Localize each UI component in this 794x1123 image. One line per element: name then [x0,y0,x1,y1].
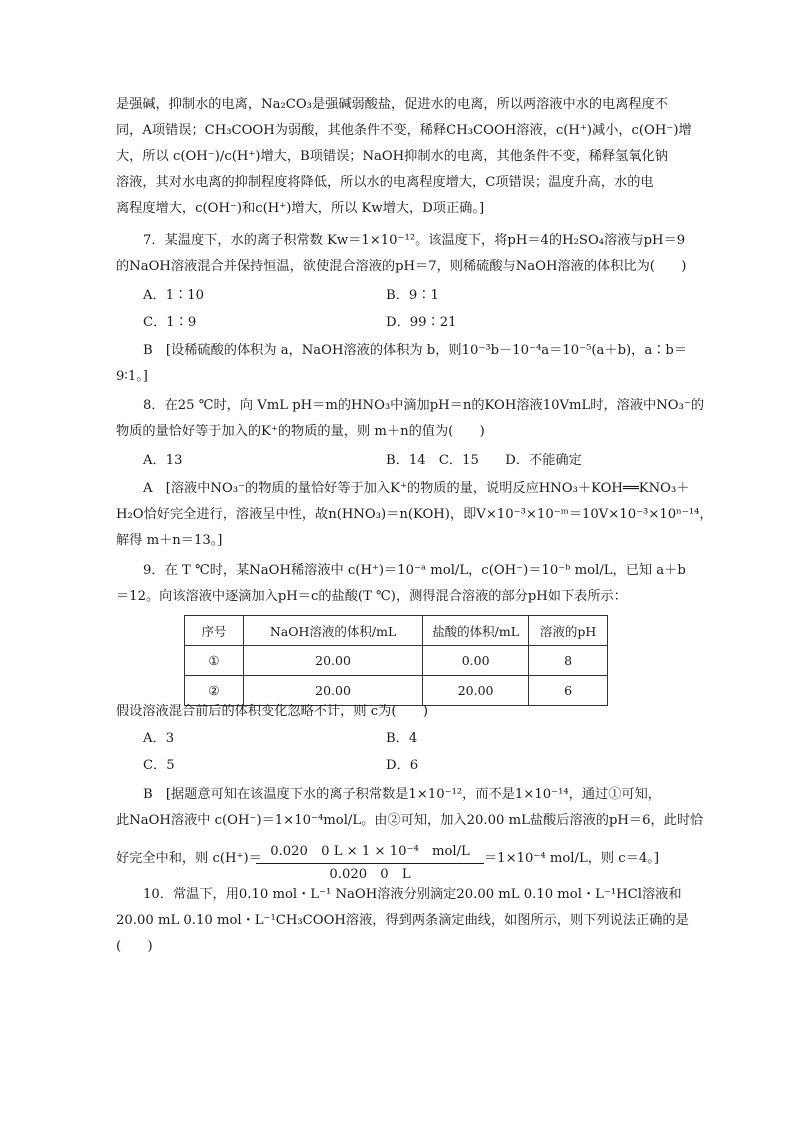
q8-option-a: A．13 [143,453,183,468]
question-10-stem: 20.00 mL 0.10 mol・L⁻¹CH₃COOH溶液，得到两条滴定曲线，如图所示，则下列说法正确的是 [116,913,689,928]
q8-answer: A [溶液中NO₃⁻的物质的量恰好等于加入K⁺的物质的量，说明反应HNO₃＋KOH══KNO₃＋ [143,481,690,496]
q9-answer: ＝1×10⁻⁴ mol/L，则 c＝4。] [484,851,659,866]
text-line: 大，所以 c(OH⁻)/c(H⁺)增大，B项错误；NaOH抑制水的电离，其他条件不变，稀释氢氧化钠 [116,149,668,164]
q7-option-d: D．99∶21 [386,315,457,330]
q8-option-bcd: B．14 C．15 D．不能确定 [386,453,582,468]
text-line: 溶液，其对水电离的抑制程度将降低，所以水的电离程度增大，C项错误；温度升高，水的电 [116,175,654,190]
question-7-stem: 7．某温度下，水的离子积常数 Kw＝1×10⁻¹²。该温度下，将pH＝4的H₂SO₄溶液与pH＝9 [143,233,686,248]
text-line: 离程度增大，c(OH⁻)和c(H⁺)增大，所以 Kw增大，D项正确。] [116,201,485,216]
table-row [185,676,608,706]
q9-option-d: D．6 [386,758,419,773]
table-cell: ① [185,646,244,676]
text-line: 同，A项错误；CH₃COOH为弱酸，其他条件不变，稀释CH₃COOH溶液，c(H⁺)减小，c(OH⁻)增 [116,123,692,138]
question-9-prompt: 假设溶液混合前后的体积变化忽略不计，则 c为( ) [116,704,428,719]
fraction-expression [256,842,484,885]
table-cell: 20.00 [244,646,423,676]
fraction-bar [256,863,484,864]
q8-answer: 解得 m＋n＝13。] [116,533,223,548]
q7-answer: B [设稀硫酸的体积为 a，NaOH溶液的体积为 b，则10⁻³b－10⁻⁴a＝10⁻⁵(a＋b)，a∶b＝ [143,343,688,358]
table-header-cell: NaOH溶液的体积/mL [244,616,423,646]
ph-data-table [184,615,608,706]
question-9-stem: 9．在 T ℃时，某NaOH稀溶液中 c(H⁺)＝10⁻ᵃ mol/L，c(OH⁻)＝10⁻ᵇ mol/L，已知 a＋b [143,563,686,578]
table-header-cell: 溶液的pH [529,616,608,646]
table-cell: 6 [529,676,608,706]
q7-option-b: B．9∶1 [386,288,439,303]
q7-option-a: A．1∶10 [143,288,205,303]
table-cell: 8 [529,646,608,676]
question-7-stem: 的NaOH溶液混合并保持恒温，欲使混合溶液的pH＝7，则稀硫酸与NaOH溶液的体积比为( ) [116,259,687,274]
q9-answer: 此NaOH溶液中 c(OH⁻)＝1×10⁻⁴mol/L。由②可知，加入20.00 mL盐酸后溶液的pH＝6，此时恰 [116,813,704,828]
q9-answer: B [据题意可知在该温度下水的离子积常数是1×10⁻¹²，而不是1×10⁻¹⁴，通过①可知， [143,787,661,802]
table-cell: ② [185,676,244,706]
q7-answer: 9∶1。] [116,369,148,384]
fraction-denominator: 0.020 0 L [329,867,411,882]
text-line: 是强碱，抑制水的电离，Na₂CO₃是强碱弱酸盐，促进水的电离，所以两溶液中水的电离程度不 [116,97,668,112]
table-header-row [185,616,608,646]
fraction-numerator: 0.020 0 L × 1 × 10⁻⁴ mol/L [270,844,470,859]
table-cell: 20.00 [423,676,529,706]
question-9-stem: ＝12。向该溶液中逐滴加入pH＝c的盐酸(T ℃)，测得混合溶液的部分pH如下表所示： [116,589,627,604]
table-header-cell: 盐酸的体积/mL [423,616,529,646]
q9-option-b: B．4 [386,731,418,746]
table-header-cell: 序号 [185,616,244,646]
question-8-stem: 物质的量恰好等于加入的K⁺的物质的量，则 m＋n的值为( ) [116,424,485,439]
q9-answer: 好完全中和，则 c(H⁺)＝ [116,851,262,866]
question-8-stem: 8．在25 ℃时，向 VmL pH＝m的HNO₃中滴加pH＝n的KOH溶液10VmL时，溶液中NO₃⁻的 [143,398,705,413]
table-row [185,646,608,676]
q8-answer: H₂O恰好完全进行，溶液呈中性，故n(HNO₃)＝n(KOH)，即V×10⁻³×10⁻ᵐ＝10V×10⁻³×10ⁿ⁻¹⁴， [116,507,713,522]
question-10-stem: 10．常温下，用0.10 mol・L⁻¹ NaOH溶液分别滴定20.00 mL 0.10 mol・L⁻¹HCl溶液和 [143,887,682,902]
table-cell: 0.00 [423,646,529,676]
q9-option-a: A．3 [143,731,175,746]
table-cell: 20.00 [244,676,423,706]
q7-option-c: C．1∶9 [143,315,197,330]
q9-option-c: C．5 [143,758,175,773]
question-10-stem: ( ) [116,939,153,954]
